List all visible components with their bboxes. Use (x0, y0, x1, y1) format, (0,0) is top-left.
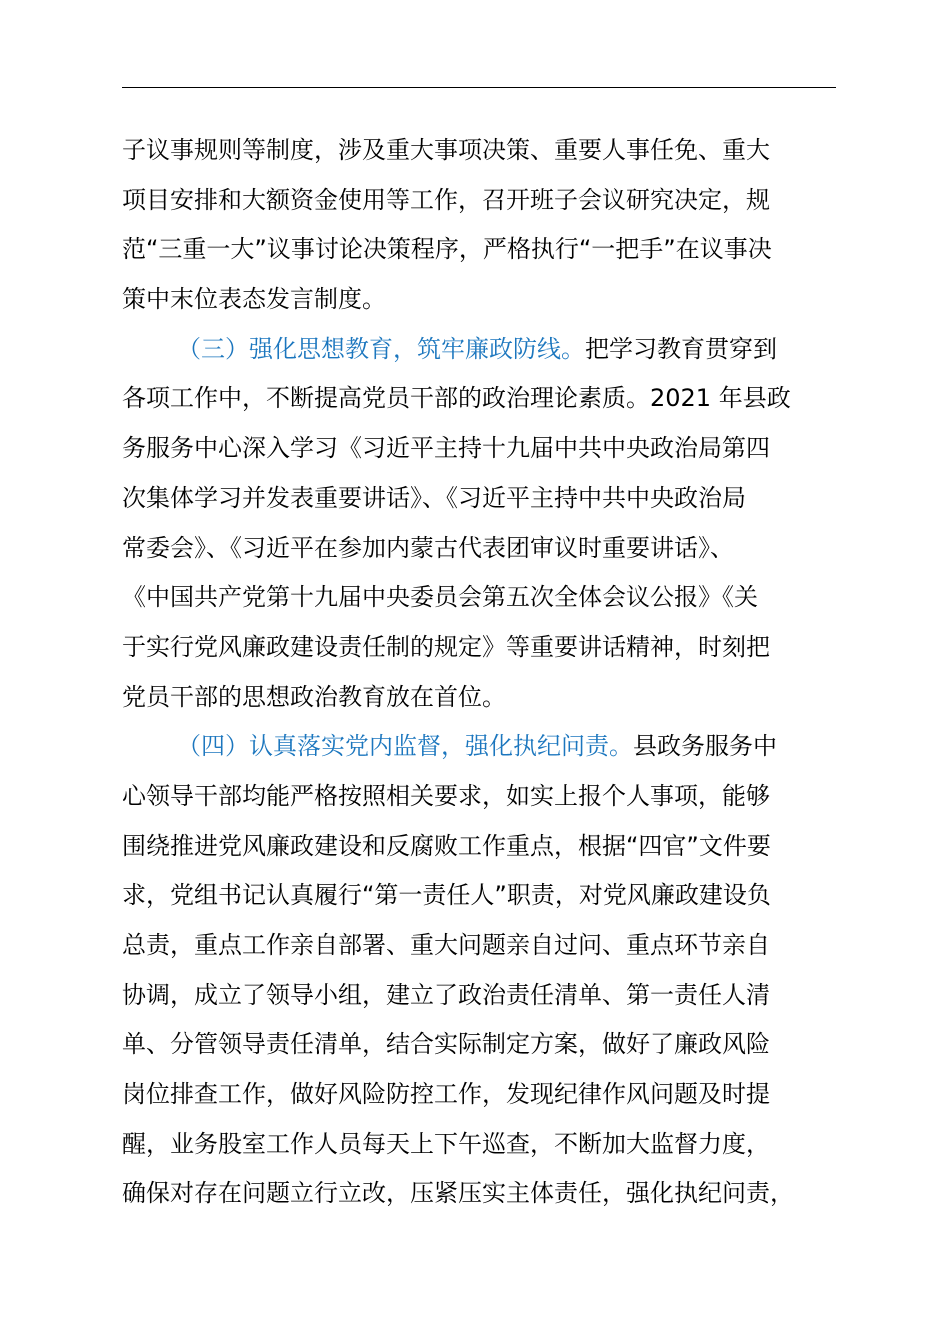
section-3-first-line (122, 325, 836, 375)
section-4-heading: （四）认真落实党内监督，强化执纪问责。 (177, 732, 633, 761)
text-line (122, 673, 836, 723)
line-text: 务服务中心深入学习《习近平主持十九届中共中央政治局第四 (122, 434, 770, 463)
text-line (122, 921, 836, 971)
line-text: 县政务服务中 (633, 732, 777, 761)
text-line (122, 871, 836, 921)
text-line (122, 424, 836, 474)
text-line (122, 275, 836, 325)
document-body (122, 126, 836, 1219)
text-line (122, 374, 836, 424)
text-line (122, 225, 836, 275)
line-text: 把学习教育贯穿到 (585, 334, 777, 363)
line-text: 岗位排查工作，做好风险防控工作，发现纪律作风问题及时提 (122, 1080, 770, 1109)
line-text: 项目安排和大额资金使用等工作，召开班子会议研究决定，规 (122, 185, 770, 214)
line-text: 围绕推进党风廉政建设和反腐败工作重点，根据“四官”文件要 (122, 831, 771, 860)
header-rule (122, 87, 836, 88)
text-line (122, 1120, 836, 1170)
text-line (122, 1169, 836, 1219)
line-text: 常委会》、《习近平在参加内蒙古代表团审议时重要讲话》、 (122, 533, 734, 562)
text-line (122, 524, 836, 574)
section-3-heading: （三）强化思想教育，筑牢廉政防线。 (177, 334, 585, 363)
line-text: 次集体学习并发表重要讲话》、《习近平主持中共中央政治局 (122, 483, 746, 512)
line-text: 协调，成立了领导小组，建立了政治责任清单、第一责任人清 (122, 980, 770, 1009)
line-text: 确保对存在问题立行立改，压紧压实主体责任，强化执纪问责， (122, 1179, 794, 1208)
line-text: 子议事规则等制度，涉及重大事项决策、重要人事任免、重大 (122, 136, 770, 164)
text-line (122, 176, 836, 226)
text-line (122, 1070, 836, 1120)
text-line (122, 971, 836, 1021)
line-text: 策中末位表态发言制度。 (122, 285, 386, 314)
text-line (122, 822, 836, 872)
text-line (122, 623, 836, 673)
line-text: 心领导干部均能严格按照相关要求，如实上报个人事项，能够 (122, 781, 770, 810)
line-text: 单、分管领导责任清单，结合实际制定方案，做好了廉政风险 (122, 1030, 770, 1059)
line-text: 党员干部的思想政治教育放在首位。 (122, 682, 506, 711)
text-line (122, 474, 836, 524)
text-line (122, 772, 836, 822)
line-text: 醒，业务股室工作人员每天上下午巡查，不断加大监督力度， (122, 1129, 770, 1158)
line-text: 于实行党风廉政建设责任制的规定》等重要讲话精神，时刻把 (122, 632, 770, 661)
line-text: 《中国共产党第十九届中央委员会第五次全体会议公报》《关 (122, 583, 758, 612)
text-line (122, 126, 836, 176)
line-text: 总责，重点工作亲自部署、重大问题亲自过问、重点环节亲自 (122, 931, 770, 959)
line-text: 范“三重一大”议事讨论决策程序，严格执行“一把手”在议事决 (122, 235, 772, 264)
line-text: 各项工作中，不断提高党员干部的政治理论素质。2021 年县政 (122, 384, 791, 413)
text-line (122, 1020, 836, 1070)
section-4-first-line (122, 722, 836, 772)
line-text: 求，党组书记认真履行“第一责任人”职责，对党风廉政建设负 (122, 881, 771, 910)
text-line (122, 573, 836, 623)
